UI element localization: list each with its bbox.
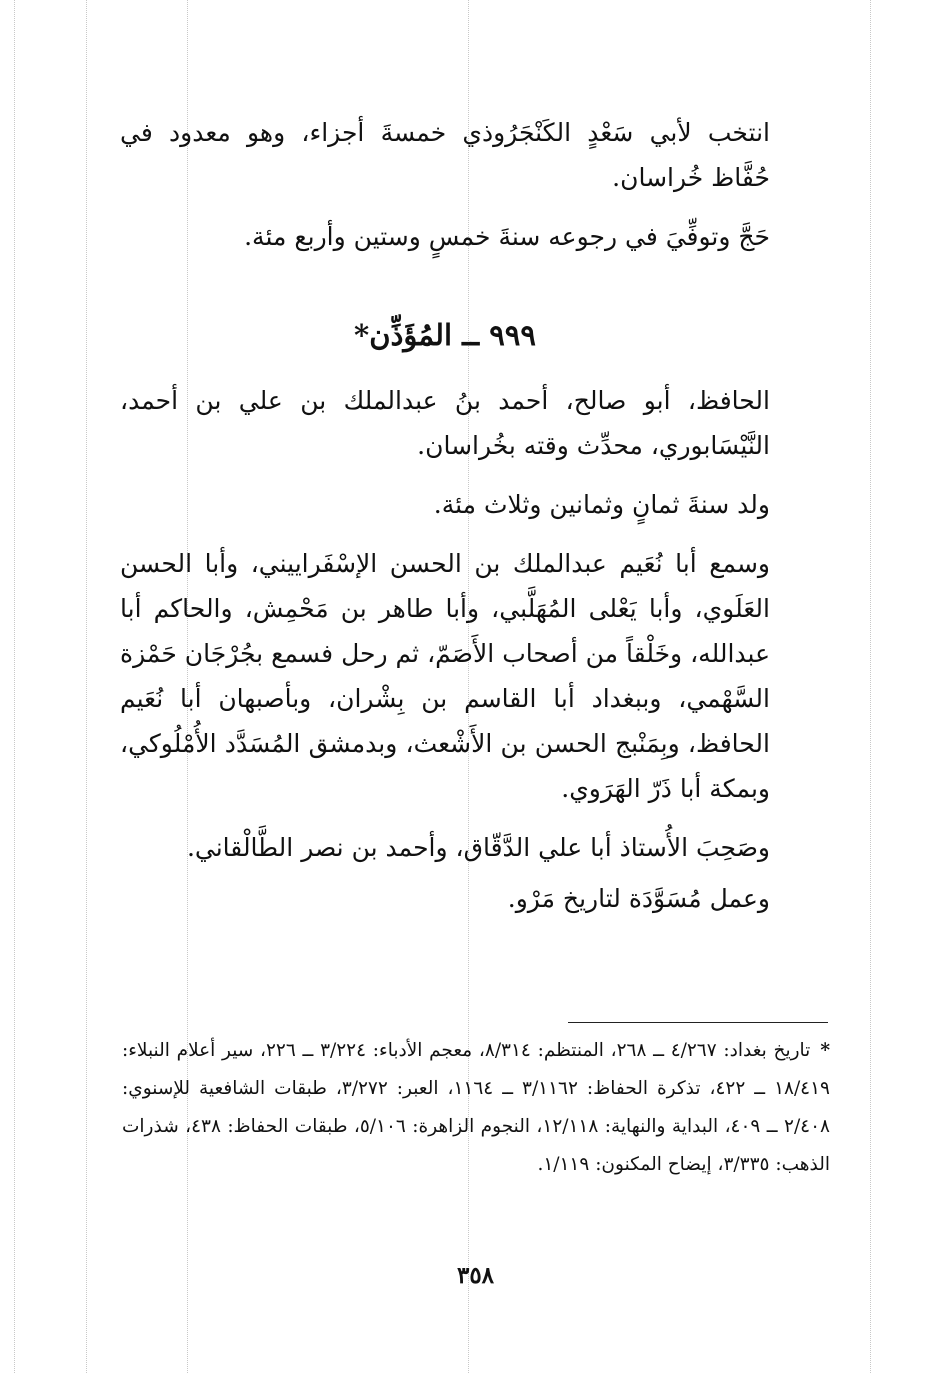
footnote-marker: * <box>820 1040 830 1061</box>
scan-artifact-line <box>14 0 15 1373</box>
continued-entry <box>120 110 770 259</box>
paragraph: الحافظ، أبو صالح، أحمد بنُ عبدالملك بن علي بن أحمد، النَّيْسَابوري، محدِّث وقته بخُراسان. <box>120 386 770 460</box>
footnote-separator <box>568 1022 828 1023</box>
scan-artifact-line <box>86 0 87 1373</box>
scan-artifact-line <box>870 0 871 1373</box>
footnotes <box>122 1032 830 1184</box>
paragraph: وسمع أبا نُعَيم عبدالملك بن الحسن الإسْفَراييني، وأبا الحسن العَلَوي، وأبا يَعْلى المُهَلَّبي، وأبا طاهر بن مَحْمِش، والحاكم أبا عبدالله، وخَلْقاً من أصحاب الأَصَمّ، ثم رحل فسمع بجُرْجَان حَمْزة السَّهْمي، وببغداد أبا القاسم بن بِشْران، وبأصبهان أبا نُعَيم الحافظ، وبِمَنْبج الحسن بن الأَشْعث، وبدمشق المُسَدَّد الأُمْلُوكي، وبمكة أبا ذَرّ الهَرَوي. <box>120 549 770 803</box>
footnote-text: تاريخ بغداد: ٤/٢٦٧ ــ ٢٦٨، المنتظم: ٨/٣١٤، معجم الأدباء: ٣/٢٢٤ ــ ٢٢٦، سير أعلام النبلاء: ١٨/٤١٩ ــ ٤٢٢، تذكرة الحفاظ: ٣/١١٦٢ ــ ١١٦٤، العبر: ٣/٢٧٢، طبقات الشافعية للإسنوي: ٢/٤٠٨ ــ ٤٠٩، البداية والنهاية: ١٢/١١٨، النجوم الزاهرة: ٥/١٠٦، طبقات الحفاظ: ٤٣٨، شذرات الذهب: ٣/٣٣٥، إيضاح المكنون: ١/١١٩. <box>122 1040 830 1175</box>
paragraph: انتخب لأبي سَعْدٍ الكَنْجَرُوذي خمسةَ أجزاء، وهو معدود في حُفَّاظ خُراسان. <box>120 118 770 192</box>
paragraph: حَجَّ وتوفِّيَ في رجوعه سنةَ خمسٍ وستين وأربع مئة. <box>244 222 770 251</box>
paragraph: ولد سنةَ ثمانٍ وثمانين وثلاث مئة. <box>433 490 770 519</box>
entry-heading: ٩٩٩ ــ المُؤَذِّن* <box>354 318 536 352</box>
page-number: ٣٥٨ <box>456 1262 495 1289</box>
paragraph: وصَحِبَ الأُستاذ أبا علي الدَّقّاق، وأحمد بن نصر الطَّالْقاني. <box>186 833 770 862</box>
footnote <box>122 1032 830 1184</box>
paragraph: وعمل مُسَوَّدَة لتاريخ مَرْو. <box>507 884 770 913</box>
entry-body <box>120 378 770 921</box>
